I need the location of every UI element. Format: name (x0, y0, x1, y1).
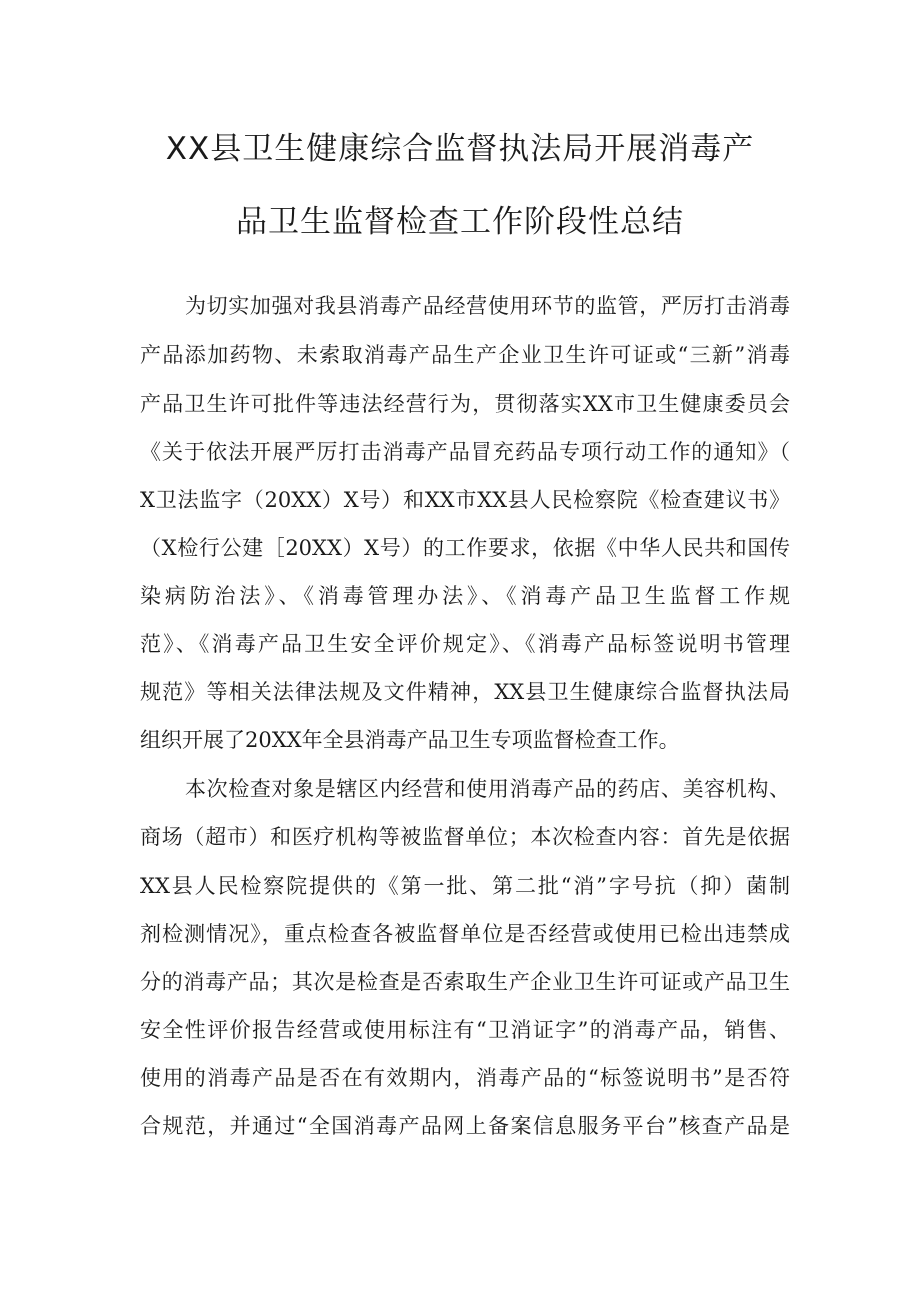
paragraph-line: 剂检测情况》，重点检查各被监督单位是否经营或使用已检出违禁成 (140, 922, 790, 946)
paragraph-line: 本次检查对象是辖区内经营和使用消毒产品的药店、美容机构、 (185, 777, 790, 801)
paragraph-line: 产品卫生许可批件等违法经营行为，贯彻落实XX市卫生健康委员会 (140, 392, 790, 416)
paragraph-line: 为切实加强对我县消毒产品经营使用环节的监管，严厉打击消毒 (185, 294, 790, 318)
paragraph-line: X卫法监字（20XX）X号）和XX市XX县人民检察院《检查建议书》 (140, 488, 790, 512)
paragraph-line: 组织开展了20XX年全县消毒产品卫生专项监督检查工作。 (140, 728, 680, 752)
document-title-line-2: 品卫生监督检查工作阶段性总结 (236, 204, 684, 240)
paragraph-line: 规范》等相关法律法规及文件精神，XX县卫生健康综合监督执法局 (140, 680, 790, 704)
paragraph-line: （X检行公建［20XX）X号）的工作要求，依据《中华人民共和国传 (140, 536, 790, 560)
paragraph-line: 《关于依法开展严厉打击消毒产品冒充药品专项行动工作的通知》（ (140, 440, 790, 464)
paragraph-line: 范》、《消毒产品卫生安全评价规定》、《消毒产品标签说明书管理 (140, 632, 790, 656)
paragraph-line: 产品添加药物、未索取消毒产品生产企业卫生许可证或“三新”消毒 (140, 343, 790, 367)
paragraph-line: 安全性评价报告经营或使用标注有“卫消证字”的消毒产品，销售、 (140, 1018, 790, 1042)
paragraph-line: 分的消毒产品；其次是检查是否索取生产企业卫生许可证或产品卫生 (140, 970, 790, 994)
document-title-line-1: XX县卫生健康综合监督执法局开展消毒产 (165, 131, 755, 167)
paragraph-line: 染病防治法》、《消毒管理办法》、《消毒产品卫生监督工作规 (140, 584, 790, 608)
paragraph-line: 使用的消毒产品是否在有效期内，消毒产品的“标签说明书”是否符 (140, 1066, 790, 1090)
paragraph-line: XX县人民检察院提供的《第一批、第二批“消”字号抗（抑）菌制 (140, 874, 790, 898)
paragraph-line: 商场（超市）和医疗机构等被监督单位；本次检查内容：首先是依据 (140, 825, 790, 849)
paragraph-line: 合规范，并通过“全国消毒产品网上备案信息服务平台”核查产品是 (140, 1114, 790, 1138)
